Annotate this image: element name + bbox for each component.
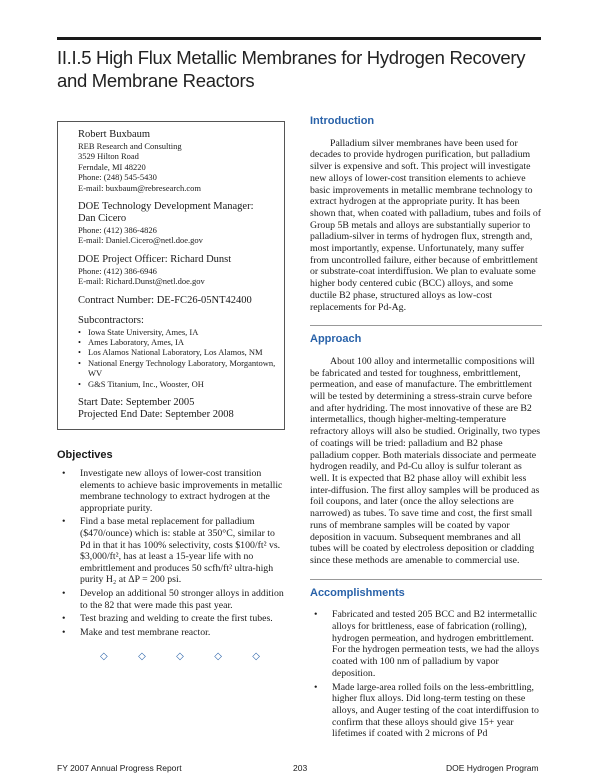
- diamond-icon: ◇: [176, 651, 184, 662]
- accomplishments-heading: Accomplishments: [310, 586, 405, 599]
- subcontractors-label: Subcontractors:: [78, 314, 144, 326]
- project-officer-line: E-mail: Richard.Dunst@netl.doe.gov: [78, 276, 205, 287]
- dev-manager-line: E-mail: Daniel.Cicero@netl.doe.gov: [78, 235, 203, 246]
- start-date: Start Date: September 2005: [78, 397, 195, 409]
- project-officer: DOE Project Officer: Richard Dunst: [78, 253, 232, 265]
- org-line: 3529 Hilton Road: [78, 151, 139, 162]
- subcontractor-item: • G&S Titanium, Inc., Wooster, OH: [88, 379, 284, 389]
- subcontractor-item: • Los Alamos National Laboratory, Los Alamos, NM: [88, 347, 284, 357]
- objectives-heading: Objectives: [57, 449, 113, 461]
- subcontractor-item: • National Energy Technology Laboratory, Morgantown, WV: [88, 358, 284, 379]
- accomplishment-item: • Fabricated and tested 205 BCC and B2 intermetallic alloys for brittleness, ease of fabrication (rolling), hydrogen permeation, and hydrogen embrittlement. For the hydrogen permeation tests, we had the alloys coated with 100 nm of palladium by vapor deposition.: [310, 609, 542, 679]
- section-divider-diamonds: [100, 651, 260, 662]
- section-rule: [310, 579, 542, 580]
- approach-heading: Approach: [310, 333, 362, 346]
- objectives-list: [62, 468, 287, 640]
- contact-info-box: [57, 121, 285, 430]
- diamond-icon: ◇: [100, 651, 108, 662]
- contract-number: Contract Number: DE-FC26-05NT42400: [78, 294, 252, 306]
- org-line: E-mail: buxbaum@rebresearch.com: [78, 182, 202, 193]
- objective-item: • Find a base metal replacement for palladium ($470/ounce) which is: stable at 350°C, similar to Pd in that it has 100% selectivity, costs $100/ft² vs. $3,000/ft², has at least a 15-year life with no embrittlement and produces 50 scfh/ft² ultra-high purity H₂ at ΔP = 200 psi.: [62, 516, 287, 586]
- dev-manager-name: Dan Cicero: [78, 213, 127, 225]
- diamond-icon: ◇: [138, 651, 146, 662]
- org-line: Ferndale, MI 48220: [78, 161, 146, 172]
- footer-program: DOE Hydrogen Program: [446, 763, 539, 773]
- approach-text: About 100 alloy and intermetallic compositions will be fabricated and tested for toughness, embrittlement, permeation, and ease of manufacture. The embrittlement will be tested by determining a stress-strain curve before and after hydriding. The most innovative of these are B2 intermetallics, though higher-melting-temperature refractory alloys will also be studied. Originally, two types of coatings will be tried: palladium and B2 phase palladium copper. Both materials dissociate and permeate hydrogen readily, and Pd-Cu alloy is sulfur tolerant as well. It is expected that B2 phase alloy will exhibit less inter-diffusion. The first alloy samples will be produced as foil coupons, and later (once the alloy selections are narrowed) as tubes. To save time and cost, the first small runs of membrane samples will be coated by vapor deposition in vacuum. Subsequent membranes and all tubes will be coated by electroless deposition or cladding since these methods are amenable to commercial use.: [310, 355, 541, 566]
- subcontractor-item: • Iowa State University, Ames, IA: [88, 327, 284, 337]
- top-rule: [57, 37, 541, 40]
- objective-item: • Make and test membrane reactor.: [62, 627, 287, 639]
- subcontractor-item: • Ames Laboratory, Ames, IA: [88, 337, 284, 347]
- pi-name: Robert Buxbaum: [78, 129, 151, 140]
- end-date: Projected End Date: September 2008: [78, 409, 234, 421]
- accomplishments-list: [310, 609, 542, 740]
- org-line: REB Research and Consulting: [78, 141, 182, 151]
- diamond-icon: ◇: [214, 651, 222, 662]
- dev-manager-label: DOE Technology Development Manager:: [78, 201, 254, 213]
- footer-report-name: FY 2007 Annual Progress Report: [57, 763, 182, 773]
- diamond-icon: ◇: [252, 651, 260, 662]
- objective-item: • Investigate new alloys of lower-cost transition elements to achieve basic improvements in metallic membrane technology to extract hydrogen at the appropriate purity.: [62, 468, 287, 514]
- footer-page-number: 203: [293, 763, 308, 773]
- accomplishment-item: • Made large-area rolled foils on the less-embrittling, higher flux alloys. Did long-term testing on these alloys, and Auger testing of the coat interdiffusion to confirm that these alloys should give 15+ year lifetimes if coated with 2 microns of Pd: [310, 682, 542, 741]
- project-officer-line: Phone: (412) 386-6946: [78, 265, 157, 276]
- page-title: II.I.5 High Flux Metallic Membranes for Hydrogen Recovery and Membrane Reactors: [57, 47, 526, 91]
- subcontractor-list: [78, 327, 284, 389]
- dev-manager-line: Phone: (412) 386-4826: [78, 225, 157, 236]
- introduction-text: Palladium silver membranes have been used for decades to provide hydrogen purification, but palladium silver is expensive and soft. This project will investigate new alloys of lower-cost transition elements to achieve basic improvements in metallic membrane technology to extract hydrogen at the appropriate purity. It has been shown that, when coated with palladium, tubes and foils of Group 5B metals and alloys are substantially superior to palladium-silver in terms of hydrogen flux, strength and, most importantly, expense. Unfortunately, many suffer from uncontrolled failure, either because of embrittlement or substrate-coat interdiffusion. We plan to evaluate some higher body centered cubic (BCC) alloys, and some ductile B2 phase, structured alloys as low-cost replacements for Pd-Ag.: [310, 137, 541, 313]
- objective-item: • Develop an additional 50 stronger alloys in addition to the 82 that were made this past year.: [62, 588, 287, 611]
- org-line: Phone: (248) 545-5430: [78, 172, 157, 183]
- right-column: [310, 116, 542, 742]
- introduction-heading: Introduction: [310, 115, 375, 127]
- objective-item: • Test brazing and welding to create the first tubes.: [62, 613, 287, 625]
- section-rule: [310, 325, 542, 326]
